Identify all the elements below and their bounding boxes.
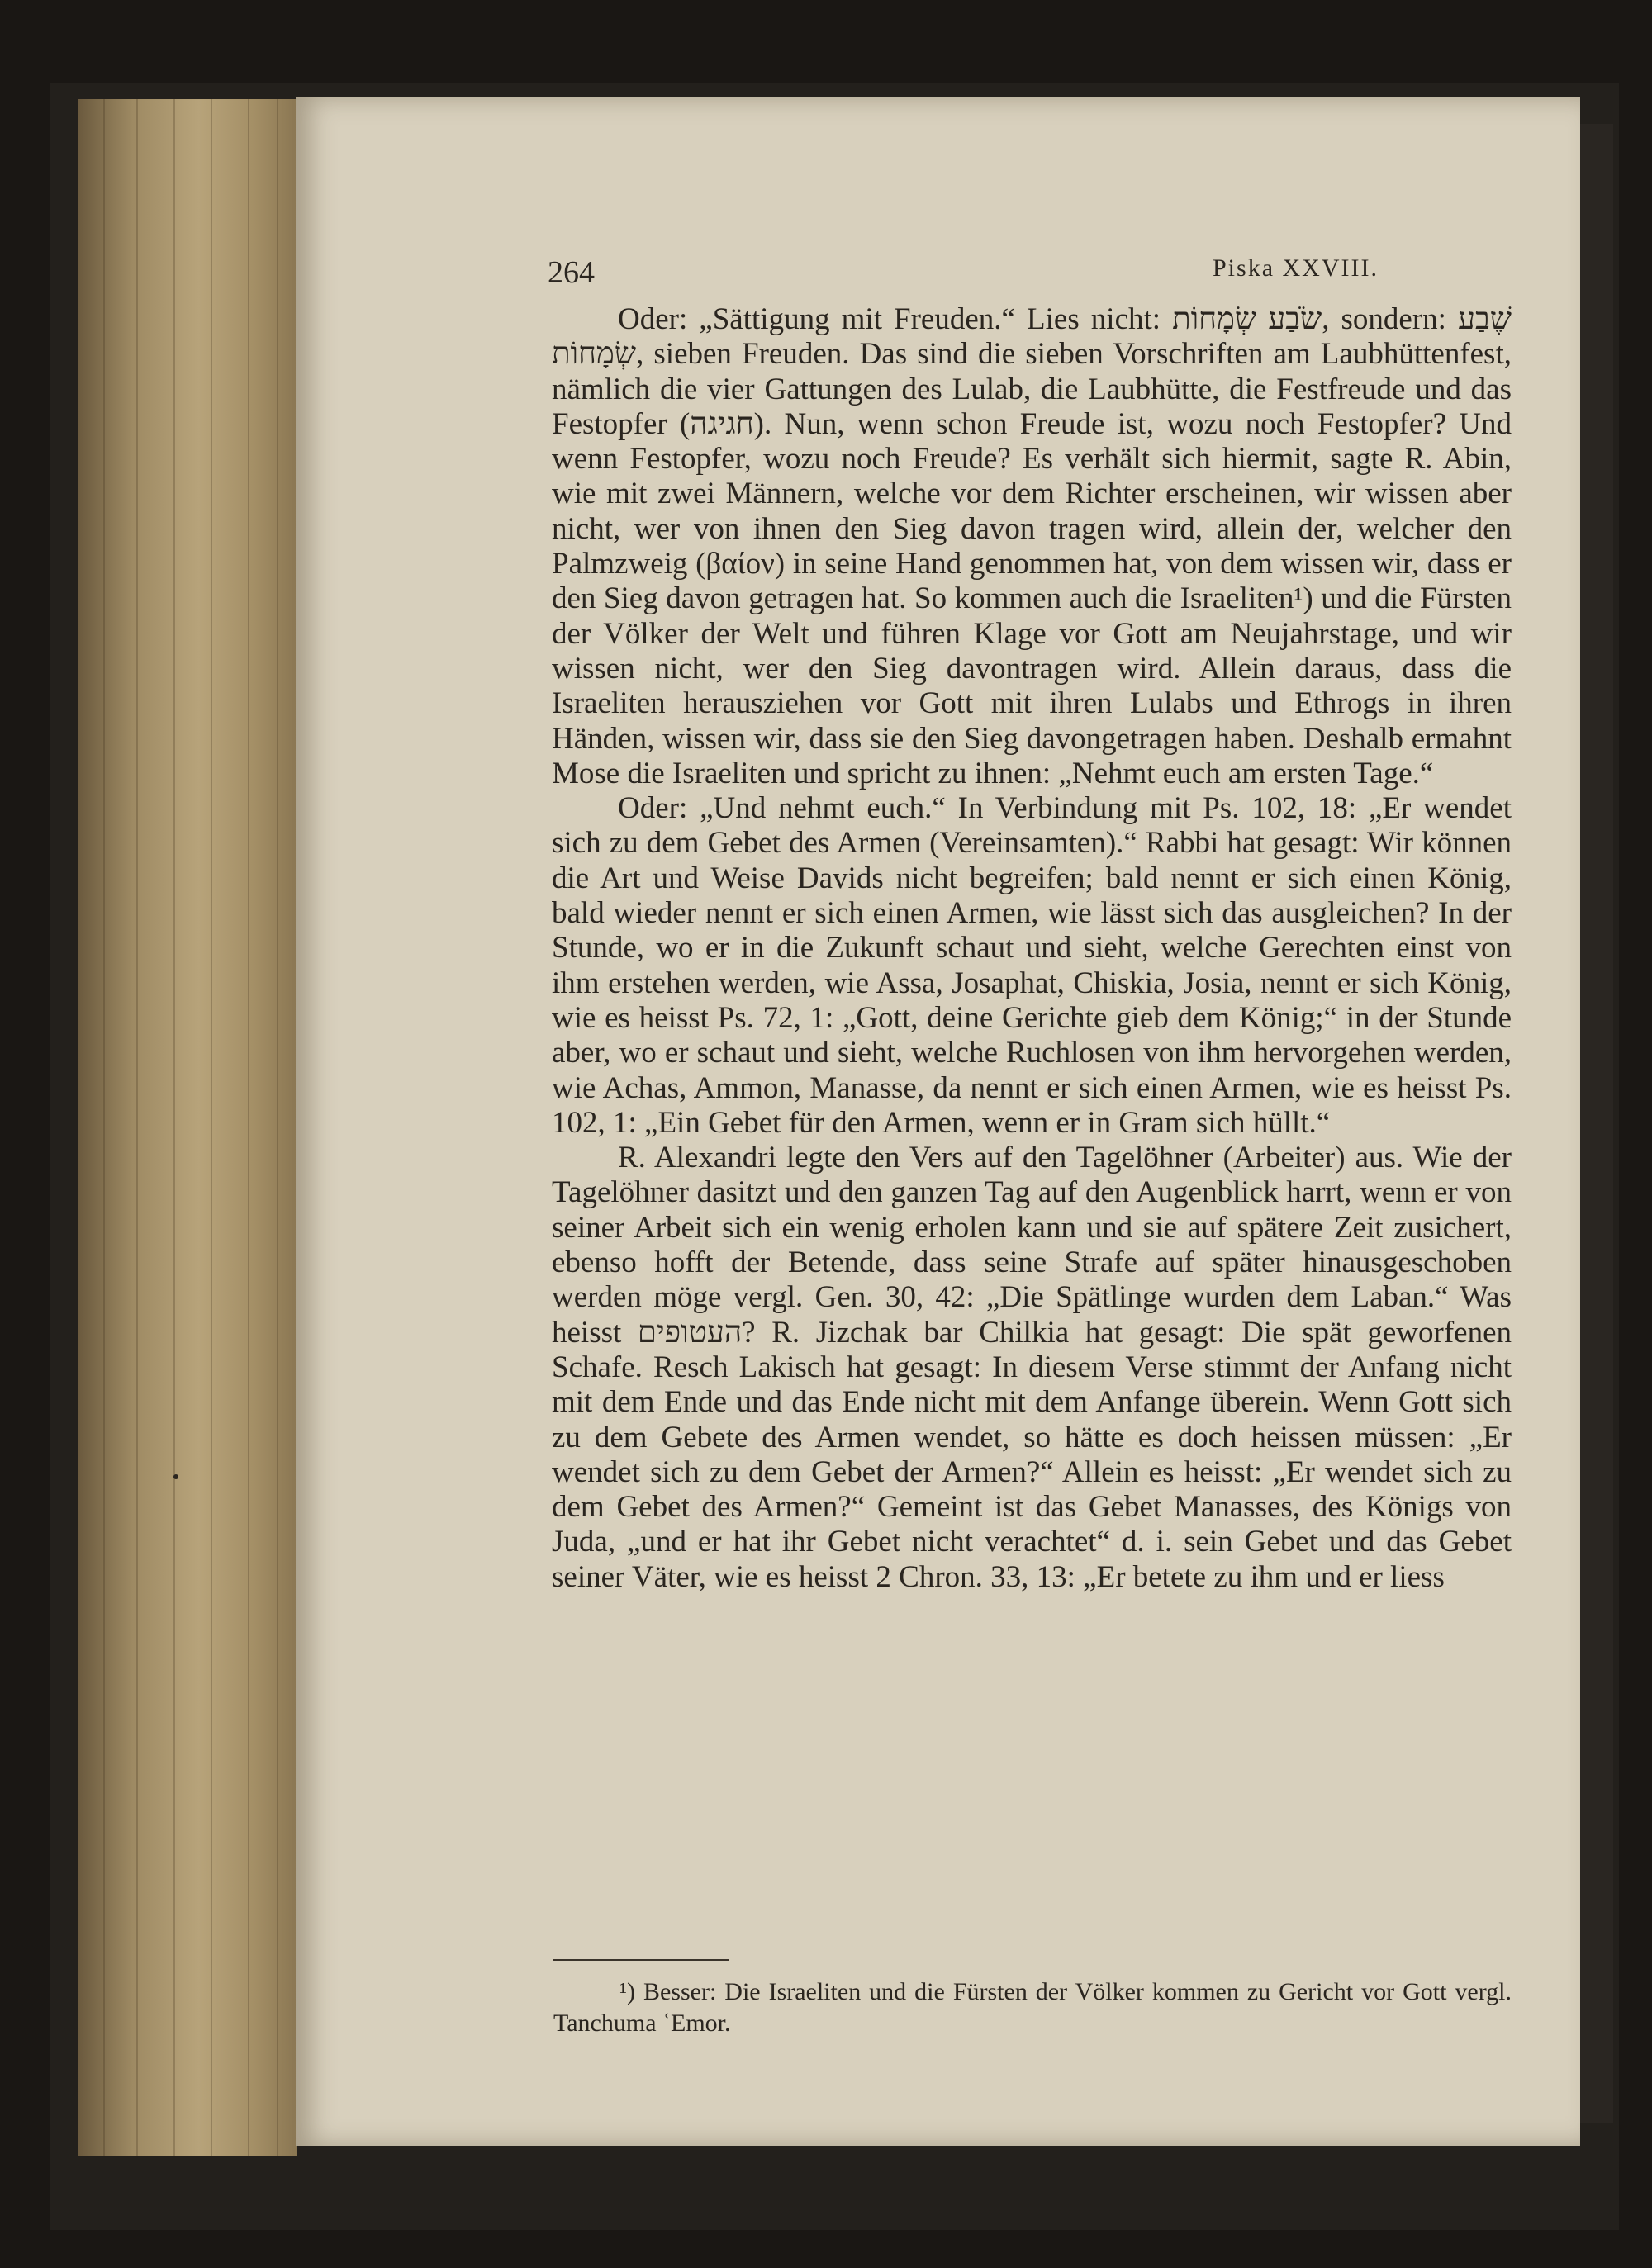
page-header [296, 238, 1580, 296]
paragraph: Oder: „Sättigung mit Freuden.“ Lies nicht: שֹׂבַע שְׂמָחוֹת, sondern: שֶׁבַע שְׂמָחוֹת, sieben Freuden. Das sind die sieben Vorschriften am Laubhüttenfest, nämlich die vier Gattungen des Lulab, die Laubhütte, die Festfreude und das Festopfer (חגיגה). Nun, wenn schon Freude ist, wozu noch Festopfer? Und wenn Festopfer, wozu noch Freude? Es verhält sich hiermit, sagte R. Abin, wie mit zwei Männern, welche vor dem Richter erscheinen, wir wissen aber nicht, wer von ihnen den Sieg davon tragen wird, allein der, welcher den Palmzweig (βαίον) in seine Hand genommen hat, von dem wissen wir, dass er den Sieg davon getragen hat. So kommen auch die Israeliten¹) und die Fürsten der Völker der Welt und führen Klage vor Gott am Neujahrstage, und wir wissen nicht, wer den Sieg davontragen wird. Allein daraus, dass die Israeliten herausziehen vor Gott mit ihren Lulabs und Ethrogs in ihren Händen, wissen wir, dass sie den Sieg davongetragen haben. Deshalb ermahnt Mose die Israeliten und spricht zu ihnen: „Nehmt euch am ersten Tage.“ [552, 302, 1512, 790]
footnote: ¹) Besser: Die Israeliten und die Fürsten der Völker kommen zu Gericht vor Gott vergl. Tanchuma ʿEmor. [553, 1978, 1512, 2037]
book-page [296, 97, 1580, 2146]
paragraph: Oder: „Und nehmt euch.“ In Verbindung mit Ps. 102, 18: „Er wendet sich zu dem Gebet des Armen (Vereinsamten).“ Rabbi hat gesagt: Wir können die Art und Weise Davids nicht begreifen; bald nennt er sich einen König, bald wieder nennt er sich einen Armen, wie lässt sich das ausgleichen? In der Stunde, wo er in die Zukunft schaut und sieht, welche Gerechten einst von ihm erstehen werden, wie Assa, Josaphat, Chiskia, Josia, nennt er sich König, wie es heisst Ps. 72, 1: „Gott, deine Gerichte gieb dem König;“ in der Stunde aber, wo er schaut und sieht, welche Ruchlosen von ihm hervorgehen werden, wie Achas, Ammon, Manasse, da nennt er sich einen Armen, wie es heisst Ps. 102, 1: „Ein Gebet für den Armen, wenn er in Gram sich hüllt.“ [552, 791, 1512, 1140]
page-number: 264 [548, 255, 595, 290]
page-edge [78, 99, 297, 2156]
running-head: Piska XXVIII. [1213, 254, 1379, 282]
paragraph: R. Alexandri legte den Vers auf den Tagelöhner (Arbeiter) aus. Wie der Tagelöhner dasitzt und den ganzen Tag auf den Augenblick harrt, wenn er von seiner Arbeit sich ein wenig erholen kann und sie auf spätere Zeit zusichert, ebenso hofft der Betende, dass seine Strafe auf später hinausgeschoben werden möge vergl. Gen. 30, 42: „Die Spätlinge wurden dem Laban.“ Was heisst העטופים? R. Jizchak bar Chilkia hat gesagt: Die spät geworfenen Schafe. Resch Lakisch hat gesagt: In diesem Verse stimmt der Anfang nicht mit dem Ende und das Ende nicht mit dem Anfange überein. Wenn Gott sich zu dem Gebete des Armen wendet, so hätte es doch heissen müssen: „Er wendet sich zu dem Gebet der Armen?“ Allein es heisst: „Er wendet sich zu dem Gebet des Armen?“ Gemeint ist das Gebet Manasses, des Königs von Juda, „und er hat ihr Gebet nicht verachtet“ d. i. sein Gebet und das Gebet seiner Väter, wie es heisst 2 Chron. 33, 13: „Er betete zu ihm und er liess [552, 1141, 1512, 1594]
ink-spot [173, 1474, 178, 1479]
body-text [552, 302, 1512, 1595]
footnote-rule [553, 1959, 729, 1961]
next-page-edge [1580, 124, 1613, 2123]
